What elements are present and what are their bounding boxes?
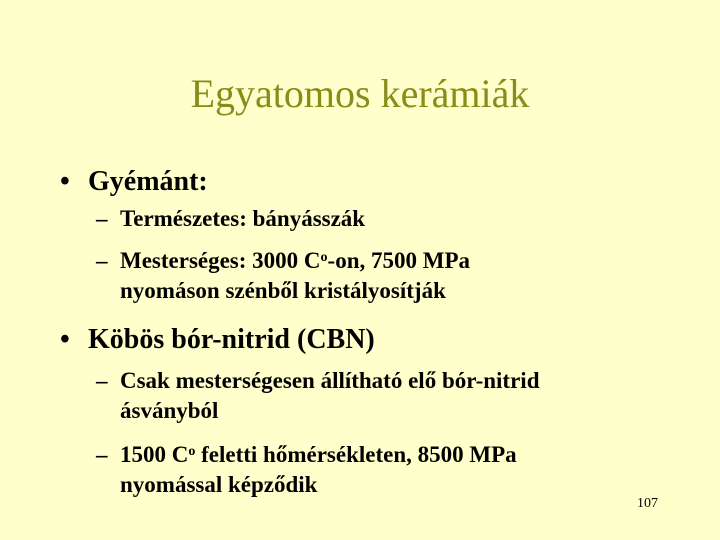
page-number: 107 xyxy=(637,496,658,511)
subitem-text: Természetes: bányásszák xyxy=(120,206,366,231)
bullet-label: Köbös bór-nitrid (CBN) xyxy=(88,324,375,355)
dash-icon: – xyxy=(96,442,108,467)
subitem-natural xyxy=(96,204,365,234)
subitem-temperature xyxy=(96,440,517,500)
dash-icon: – xyxy=(96,206,108,231)
bullet-icon: • xyxy=(60,324,70,355)
subitem-text-post: -on, 7500 MPa xyxy=(327,248,470,273)
bullet-icon: • xyxy=(60,166,70,197)
subitem-synthetic xyxy=(96,246,470,306)
slide-title: Egyatomos kerámiák xyxy=(190,71,530,116)
dash-icon: – xyxy=(96,368,108,393)
degree-superscript: o xyxy=(320,250,328,265)
subitem-text-pre: 1500 C xyxy=(120,442,189,467)
bullet-cbn xyxy=(60,324,375,356)
subitem-text: Csak mesterségesen állítható elő bór-nitrid xyxy=(120,368,540,393)
bullet-label: Gyémánt: xyxy=(88,166,208,197)
subitem-synthetic-only xyxy=(96,366,539,426)
subitem-continuation: nyomáson szénből kristályosítják xyxy=(120,278,446,303)
subitem-continuation: nyomással képződik xyxy=(120,472,318,497)
dash-icon: – xyxy=(96,248,108,273)
degree-superscript: o xyxy=(188,444,196,459)
bullet-diamond xyxy=(60,166,208,198)
subitem-continuation: ásványból xyxy=(120,398,219,423)
subitem-text-pre: Mesterséges: 3000 C xyxy=(120,248,321,273)
subitem-text-post: feletti hőmérsékleten, 8500 MPa xyxy=(195,442,517,467)
